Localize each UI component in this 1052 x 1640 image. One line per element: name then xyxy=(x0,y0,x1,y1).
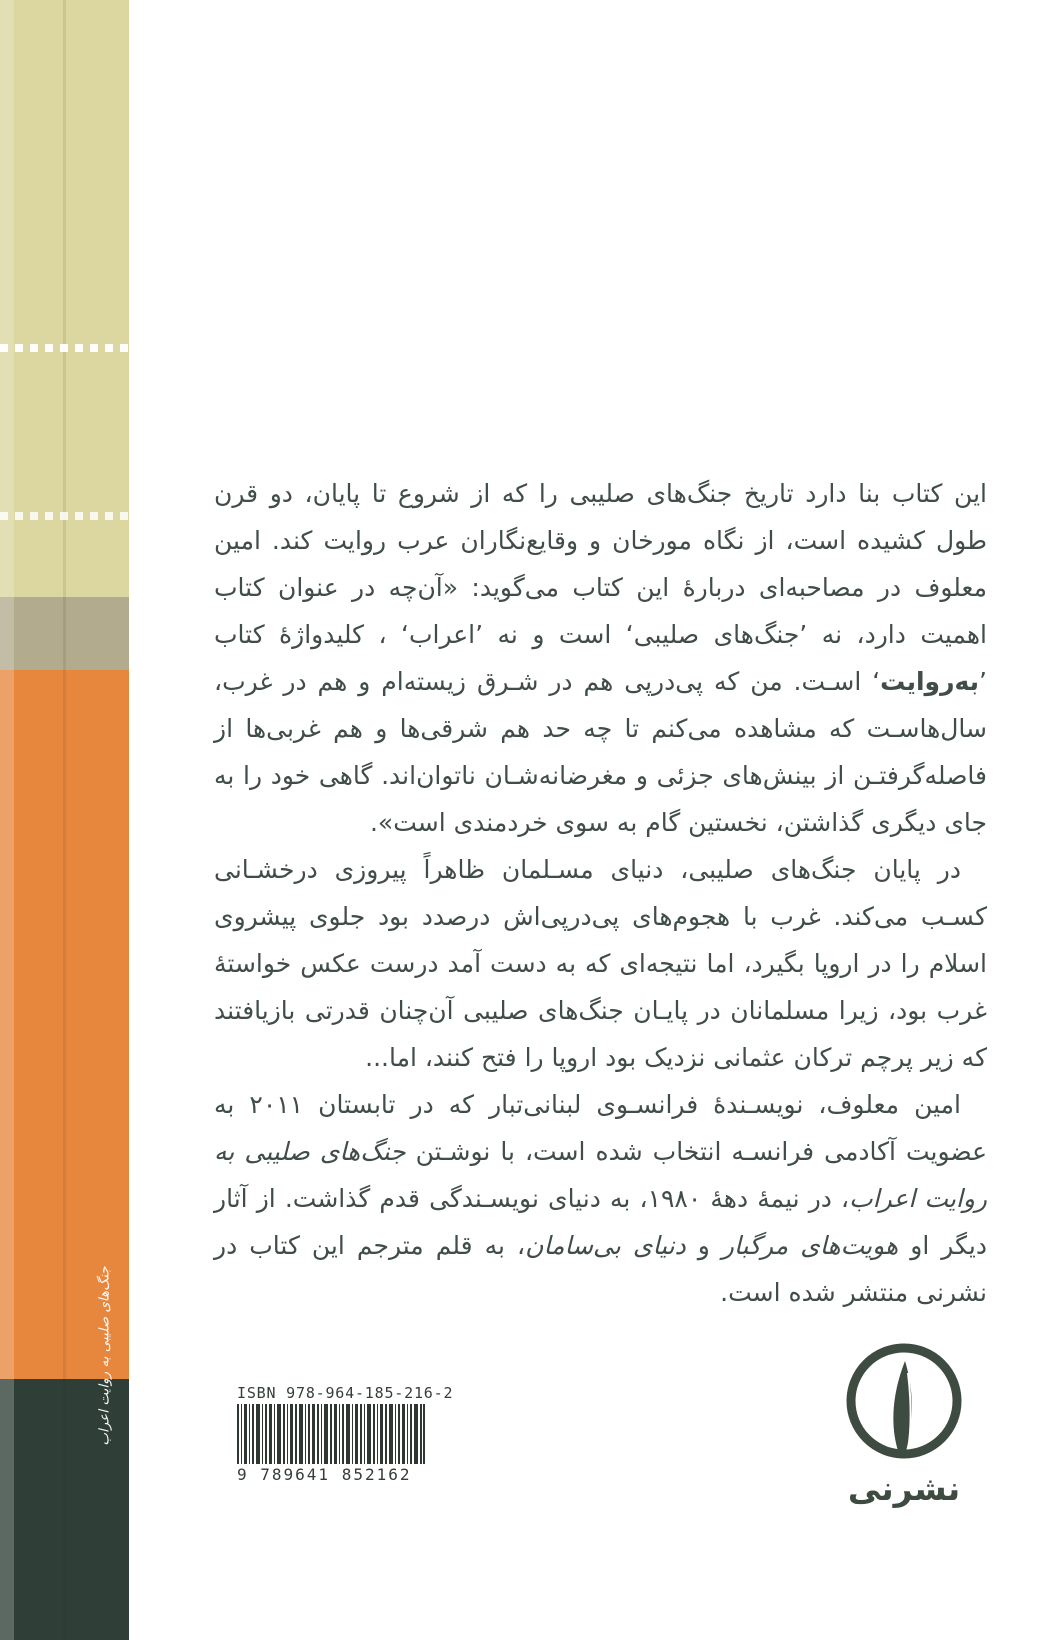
barcode-block xyxy=(237,1384,454,1484)
book-title-italic: جنگ‌های صلیبی به روایت اعراب xyxy=(214,1137,987,1213)
blurb-p1-text-b: ‘ اسـت. من که پی‌درپی هم در شـرق زیسته‌ام و هم در غرب، سال‌هاسـت که مشاهده می‌کنم تا چه حد هم شرقی‌ها و هم غربی‌ها از فاصله‌گرفتـن از بینش‌های جزئی و مغرضانه‌شـان ناتوان‌اند. گاهی خود را به جای دیگری گذاشتن، نخستین گام به سوی خردمندی است». xyxy=(214,667,987,837)
spine-crease xyxy=(63,0,66,1640)
blurb-p3-text-c: و xyxy=(685,1231,722,1260)
work-title-italic-2: دنیای بی‌سامان xyxy=(525,1231,686,1260)
blurb-p3-text-b: ، در نیمهٔ دههٔ ۱۹۸۰، به دنیای نویسـندگی قدم گذاشت. از آثار دیگر او xyxy=(214,1184,987,1260)
band-edge-highlight xyxy=(0,0,14,1640)
keyword-bold: به‌روایت xyxy=(880,667,980,696)
blurb-p1-text-a: این کتاب بنا دارد تاریخ جنگ‌های صلیبی را که از شروع تا پایان، دو قرن طول کشیده است، از نگاه مورخان و وقایع‌نگاران عرب روایت کند. امین معلوف در مصاحبه‌ای دربارهٔ این کتاب می‌گوید: «آن‌چه در عنوان کتاب اهمیت دارد، نه ’جنگ‌های صلیبی‘ است و نه ’اعراب‘ ، کلیدواژهٔ کتاب ’ xyxy=(214,479,987,696)
blurb-p3-text-d: ، به قلم مترجم این کتاب در نشرنی منتشر شده است. xyxy=(214,1231,987,1307)
spine-band xyxy=(0,0,129,1640)
blurb-paragraph-1 xyxy=(214,470,987,846)
isbn-label: ISBN 978-964-185-216-2 xyxy=(237,1384,454,1402)
blurb-p3-text-a: امین معلوف، نویسـندهٔ فرانسـوی لبنانی‌تبار که در تابستان ۲۰۱۱ به عضویت آکادمی فرانسـه انتخاب شده است، با نوشـتن xyxy=(214,1090,987,1166)
ney-leaf-icon xyxy=(845,1341,963,1463)
spine-calligraphy xyxy=(78,1266,132,1446)
work-title-italic-1: هویت‌های مرگبار xyxy=(721,1231,899,1260)
blurb-paragraph-2: در پایان جنگ‌های صلیبی، دنیای مسـلمان ظاهراً پیروزی درخشـانی کسـب می‌کند. غرب با هجوم‌های پی‌درپی‌اش درصدد بود جلوی پیشروی اسلام را در اروپا بگیرد، اما نتیجه‌ای که به دست آمد درست عکس خواستهٔ غرب بود، زیرا مسلمانان در پایـان جنگ‌های صلیبی آن‌چنان قدرتی بازیافتند که زیر پرچم ترکان عثمانی نزدیک بود اروپا را فتح کنند، اما... xyxy=(214,855,987,1072)
publisher-name: نشرنی xyxy=(847,1469,961,1508)
dotted-line-bottom xyxy=(0,512,128,520)
blurb xyxy=(214,470,987,1316)
publisher-logo xyxy=(843,1341,965,1508)
barcode-digits: 9 789641 852162 xyxy=(237,1465,412,1484)
spine-calligraphy-text: جنگ‌های صلیبی به روایت اعراب xyxy=(97,1266,113,1446)
barcode-icon xyxy=(237,1404,427,1464)
blurb-paragraph-3 xyxy=(214,1081,987,1316)
dotted-line-top xyxy=(0,344,128,352)
